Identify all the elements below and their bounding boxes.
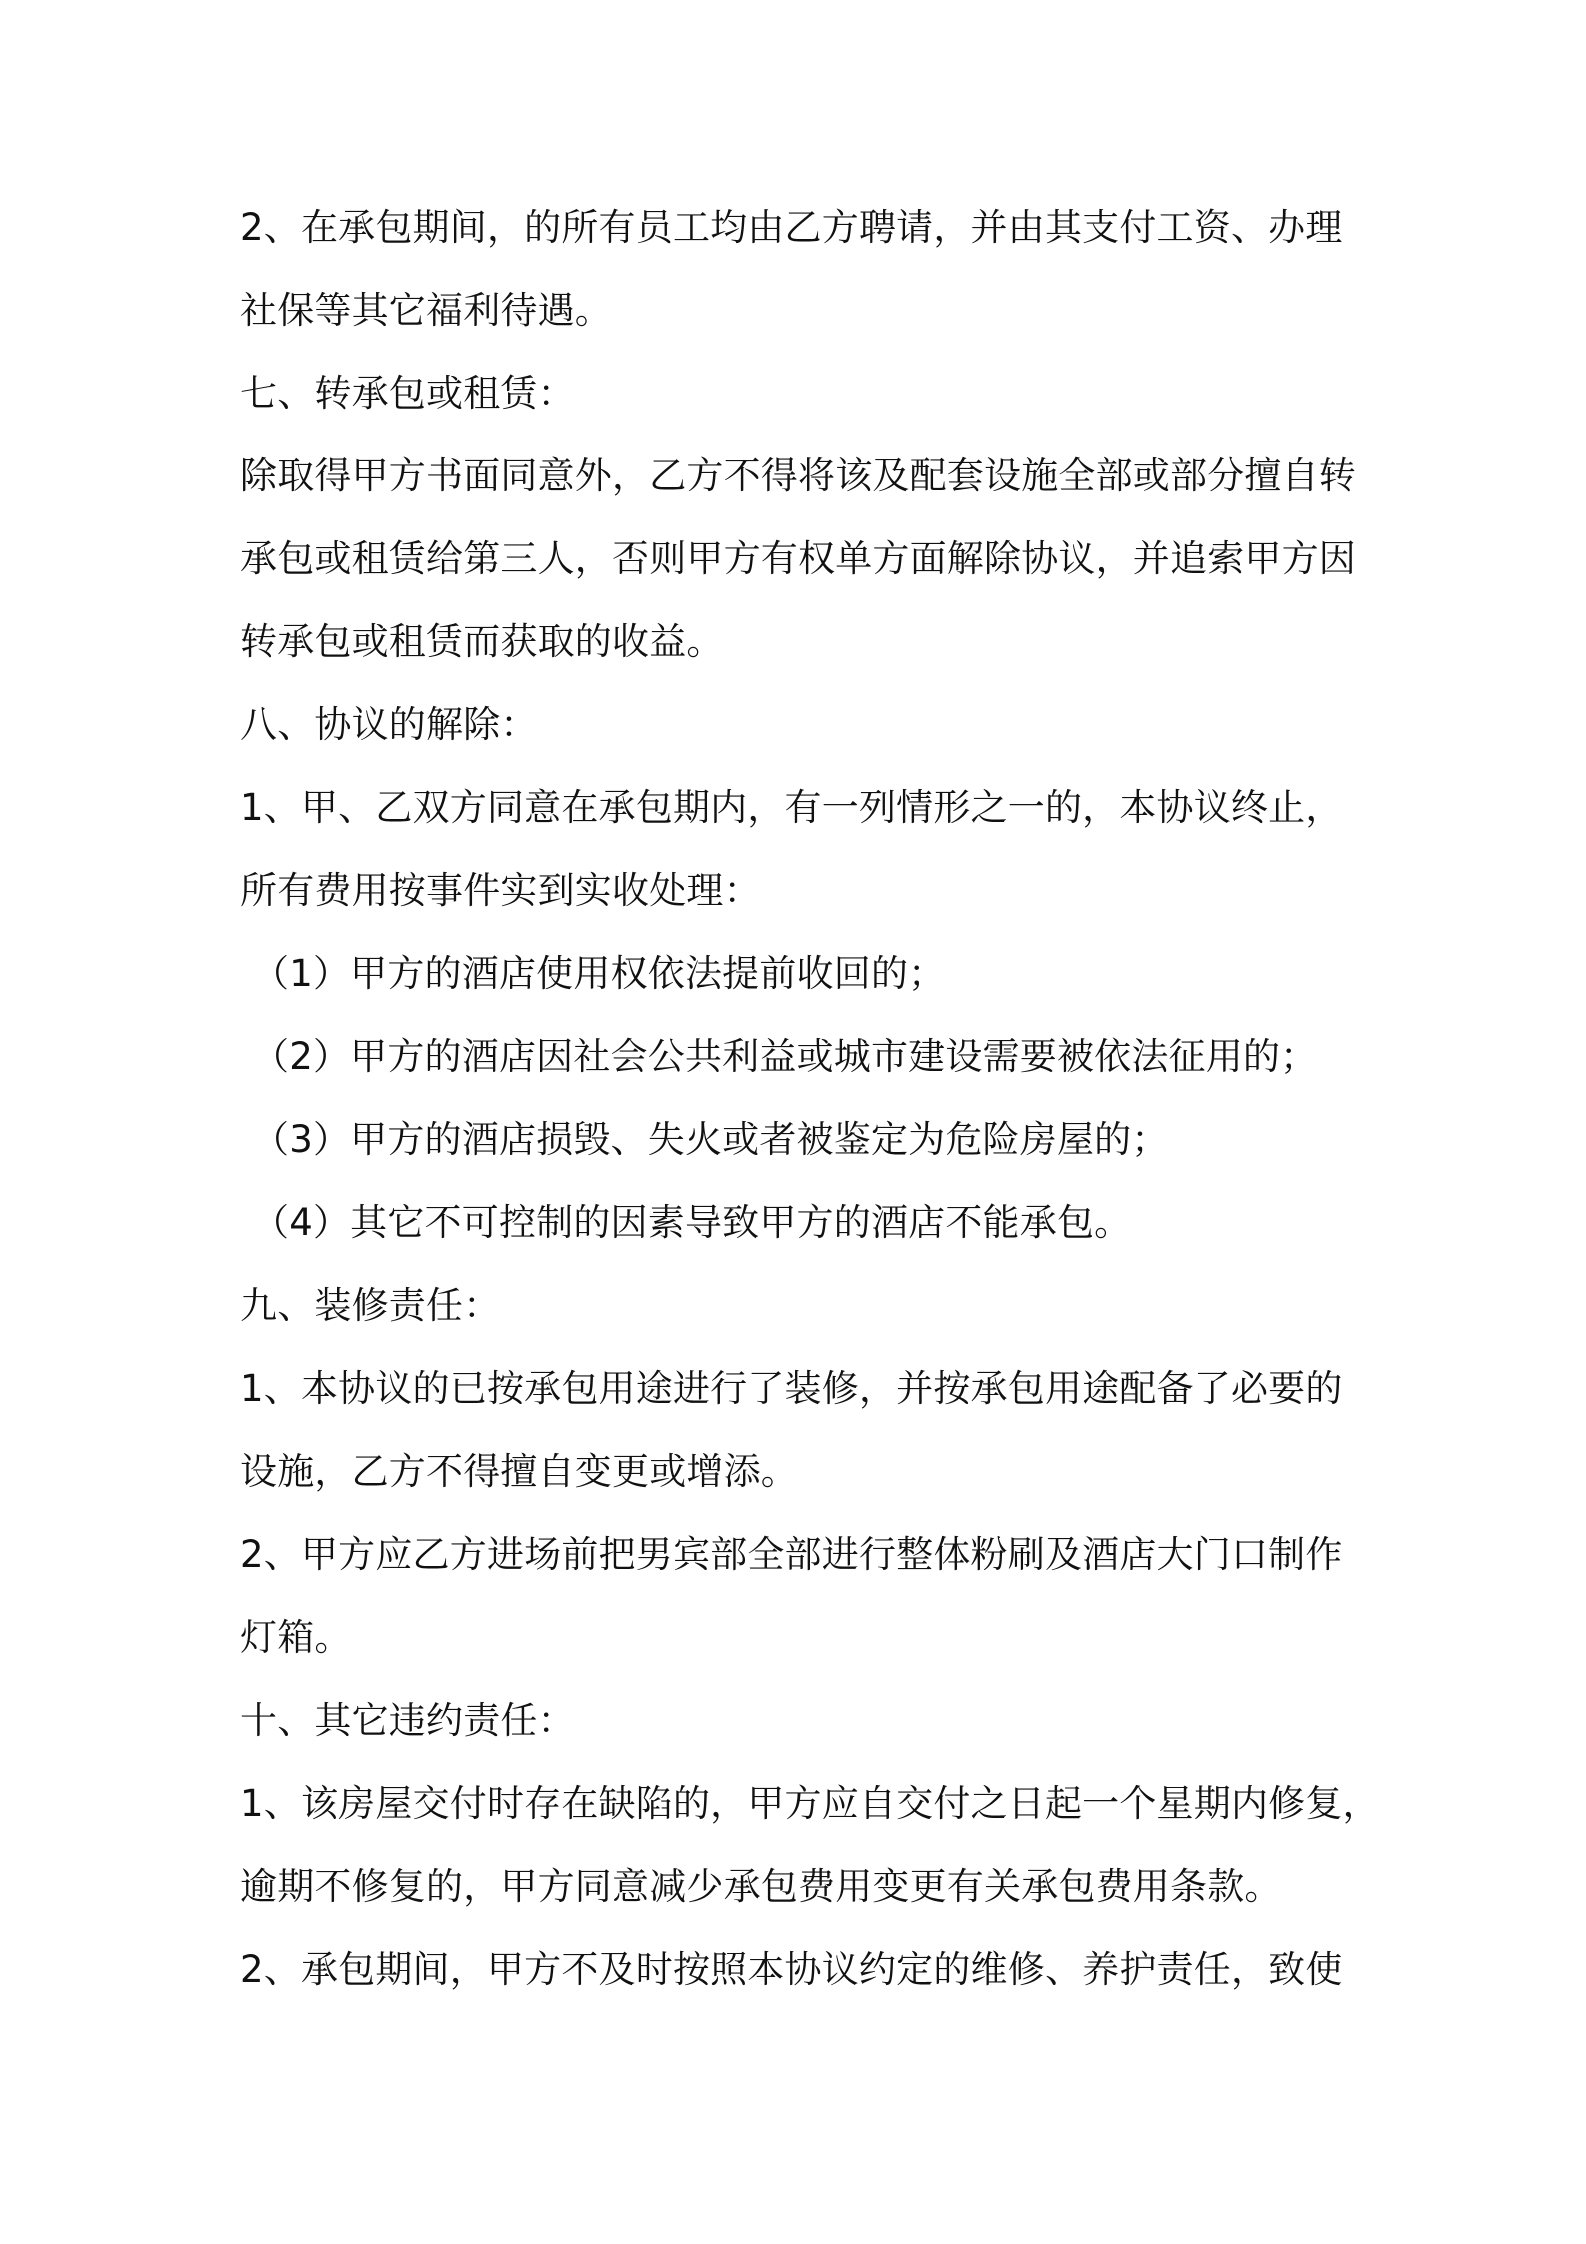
list-item: （3）甲方的酒店损毁、失火或者被鉴定为危险房屋的； (252, 1118, 1169, 1161)
text-line: 逾期不修复的，甲方同意减少承包费用变更有关承包费用条款。 (240, 1865, 1282, 1908)
text-line: 1、该房屋交付时存在缺陷的，甲方应自交付之日起一个星期内修复， (240, 1782, 1380, 1825)
text-line: 除取得甲方书面同意外，乙方不得将该及配套设施全部或部分擅自转 (240, 454, 1356, 497)
text-line: 社保等其它福利待遇。 (240, 289, 612, 332)
section-heading: 七、转承包或租赁： (240, 372, 575, 415)
text-line: 1、甲、乙双方同意在承包期内，有一列情形之一的，本协议终止， (240, 786, 1343, 829)
section-heading: 十、其它违约责任： (240, 1699, 575, 1742)
text-line: 转承包或租赁而获取的收益。 (240, 620, 724, 663)
section-heading: 八、协议的解除： (240, 703, 538, 746)
list-item: （1）甲方的酒店使用权依法提前收回的； (252, 952, 946, 995)
list-item: （2）甲方的酒店因社会公共利益或城市建设需要被依法征用的； (252, 1035, 1318, 1078)
section-heading: 九、装修责任： (240, 1284, 501, 1327)
text-line: 2、在承包期间，的所有员工均由乙方聘请，并由其支付工资、办理 (240, 206, 1343, 249)
text-line: 所有费用按事件实到实收处理： (240, 869, 761, 912)
text-line: 设施，乙方不得擅自变更或增添。 (240, 1450, 798, 1493)
text-line: 承包或租赁给第三人，否则甲方有权单方面解除协议，并追索甲方因 (240, 537, 1356, 580)
text-line: 1、本协议的已按承包用途进行了装修，并按承包用途配备了必要的 (240, 1367, 1343, 1410)
list-item: （4）其它不可控制的因素导致甲方的酒店不能承包。 (252, 1201, 1132, 1244)
text-line: 2、甲方应乙方进场前把男宾部全部进行整体粉刷及酒店大门口制作 (240, 1533, 1343, 1576)
text-line: 灯箱。 (240, 1616, 352, 1659)
text-line: 2、承包期间，甲方不及时按照本协议约定的维修、养护责任，致使 (240, 1948, 1343, 1991)
